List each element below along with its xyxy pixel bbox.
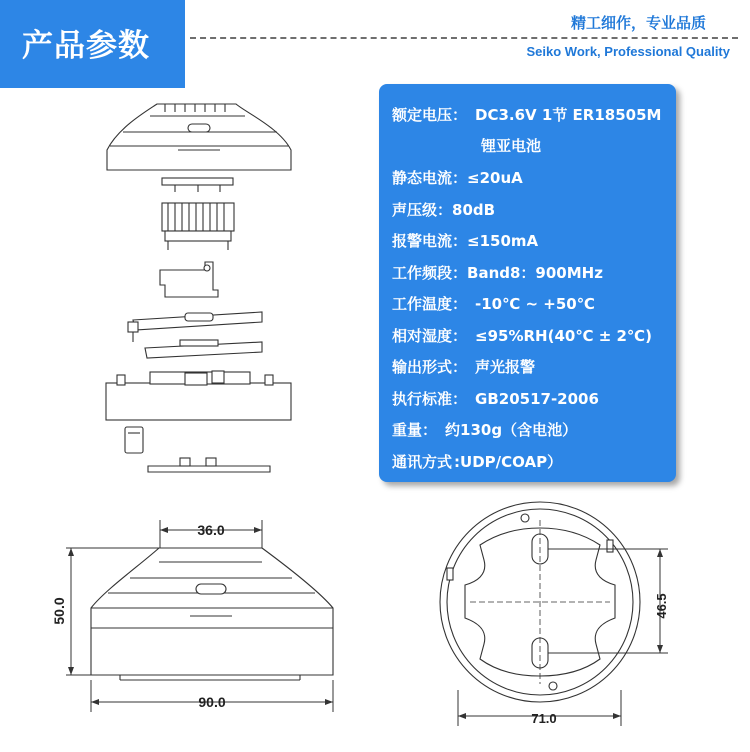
- spec-row: [481, 135, 541, 156]
- spec-label: 相对湿度：: [392, 327, 468, 345]
- slogan-chinese: 精工细作，专业品质: [570, 14, 706, 32]
- dim-height: 50.0: [51, 597, 67, 625]
- spec-label: 报警电流：: [392, 232, 468, 250]
- spec-value: 约130g（含电池）: [445, 421, 578, 439]
- spec-value: 80dB: [452, 201, 496, 219]
- spec-row: [392, 451, 562, 472]
- spec-row: [392, 325, 652, 346]
- spec-value: :UDP/COAP）: [454, 453, 563, 471]
- spec-row: [392, 388, 599, 409]
- spec-row: [392, 356, 535, 377]
- page-title: 产品参数: [22, 28, 150, 64]
- spec-value: 声光报警: [475, 358, 536, 376]
- spec-row: [392, 419, 577, 440]
- spec-label: 额定电压：: [392, 106, 468, 124]
- spec-label: 重量：: [392, 421, 438, 439]
- spec-label: 通讯方式: [392, 453, 453, 471]
- spec-label: 静态电流：: [392, 169, 468, 187]
- spec-label: 输出形式：: [392, 358, 468, 376]
- spec-value: GB20517-2006: [475, 390, 599, 408]
- spec-label: 声压级：: [392, 201, 453, 219]
- dim-top-width: 36.0: [197, 522, 225, 538]
- spec-row: [392, 262, 603, 283]
- spec-label: 执行标准：: [392, 390, 468, 408]
- spec-value: ≤150mA: [467, 232, 539, 250]
- spec-value: ≤95%RH(40℃ ± 2℃): [475, 327, 652, 345]
- dim-bottom-width: 90.0: [198, 694, 226, 710]
- spec-value: Band8：900MHz: [467, 264, 603, 282]
- spec-panel: [379, 84, 676, 482]
- spec-label: 工作温度：: [392, 295, 468, 313]
- dim-base-width: 71.0: [531, 711, 557, 726]
- spec-row: [392, 104, 661, 125]
- spec-value: -10℃ ~ +50℃: [475, 295, 595, 313]
- spec-row: [392, 167, 523, 188]
- spec-row: [392, 293, 595, 314]
- spec-row: [392, 230, 538, 251]
- slogan-english: Seiko Work, Professional Quality: [526, 44, 730, 59]
- spec-label: 工作频段：: [392, 264, 468, 282]
- dim-hole-spacing: 46.5: [654, 593, 669, 619]
- spec-row: [392, 199, 495, 220]
- spec-value: 锂亚电池: [481, 137, 542, 155]
- spec-value: DC3.6V 1节 ER18505M: [475, 106, 662, 124]
- spec-value: ≤20uA: [467, 169, 523, 187]
